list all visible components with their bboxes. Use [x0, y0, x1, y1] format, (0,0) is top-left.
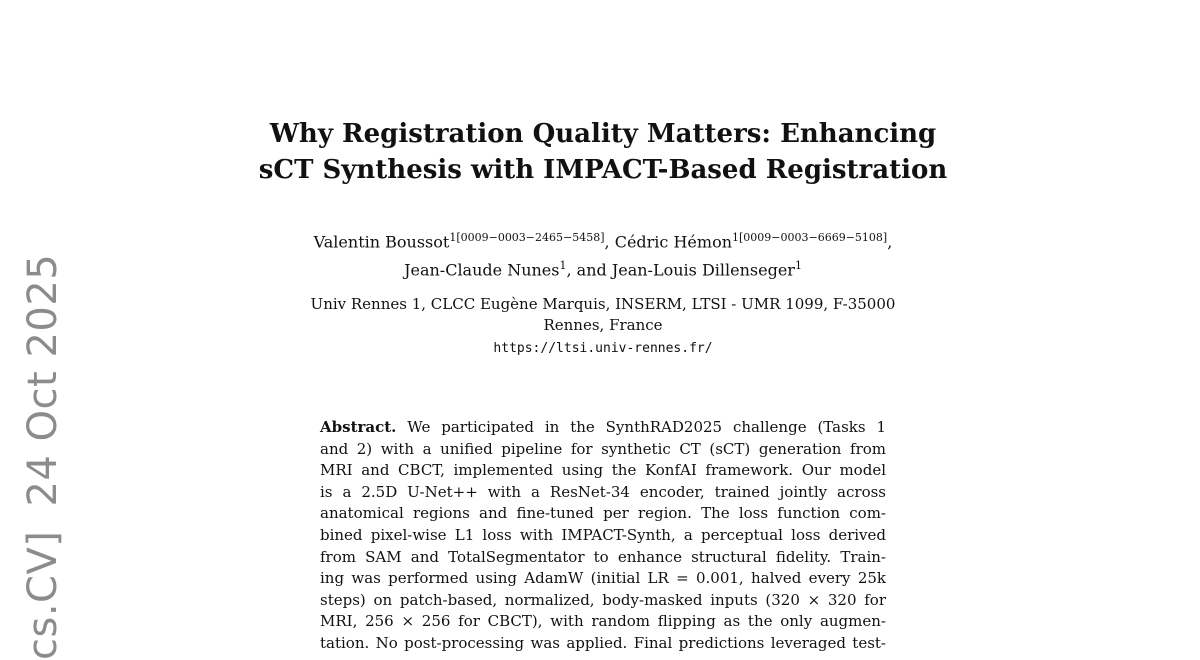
- abstract-line: is a 2.5D U-Net++ with a ResNet-34 encoder, trained jointly across: [320, 482, 886, 501]
- author-separator: , and: [566, 260, 612, 280]
- author-name: Valentin Boussot: [313, 232, 450, 252]
- author-separator: ,: [604, 232, 615, 252]
- author-affil-mark: 1: [449, 231, 457, 244]
- author-orcid: [0009−0003−6669−5108]: [739, 231, 888, 244]
- author-affil-mark: 1: [732, 231, 739, 244]
- author-affil-mark: 1: [794, 259, 802, 273]
- abstract-line: bined pixel-wise L1 loss with IMPACT-Synth, a perceptual loss derived: [320, 525, 886, 544]
- abstract-line: and 2) with a unified pipeline for synthetic CT (sCT) generation from: [320, 439, 886, 458]
- abstract-line: tation. No post-processing was applied. Final predictions leveraged test-: [320, 633, 886, 652]
- arxiv-category: cs.CV]: [20, 530, 66, 660]
- affiliation-line: Univ Rennes 1, CLCC Eugène Marquis, INSERM, LTSI - UMR 1099, F-35000: [310, 295, 896, 313]
- abstract-text: We participated in the SynthRAD2025 challenge (Tasks 1: [396, 418, 886, 436]
- author-affil-mark: 1: [559, 259, 567, 273]
- author-separator: ,: [887, 232, 893, 252]
- abstract-line: MRI, 256 × 256 for CBCT), with random flipping as the only augmen-: [320, 612, 886, 631]
- title-line: Why Registration Quality Matters: Enhancing: [269, 119, 937, 149]
- author-line: [200, 226, 1006, 254]
- author-name: Jean-Claude Nunes: [404, 260, 560, 280]
- affiliation-line: Rennes, France: [543, 316, 663, 334]
- title-line: sCT Synthesis with IMPACT-Based Registration: [258, 155, 948, 185]
- abstract-line: steps) on patch-based, normalized, body-masked inputs (320 × 320 for: [320, 590, 886, 609]
- author-orcid: [0009−0003−2465−5458]: [456, 231, 605, 244]
- author-line: [200, 254, 1006, 282]
- author-name: Jean-Louis Dillenseger: [611, 260, 795, 280]
- affiliation-url[interactable]: https://ltsi.univ-rennes.fr/: [493, 341, 713, 356]
- author-name: Cédric Hémon: [614, 232, 732, 252]
- arxiv-date: 24 Oct 2025: [20, 253, 66, 507]
- affiliation: [200, 294, 1006, 359]
- abstract-line: anatomical regions and fine-tuned per region. The loss function com-: [320, 504, 886, 523]
- abstract-label: Abstract.: [320, 418, 397, 436]
- arxiv-sidebar-stamp: [20, 254, 66, 660]
- author-list: [200, 226, 1006, 283]
- abstract: [320, 417, 886, 655]
- abstract-line: MRI and CBCT, implemented using the KonfAI framework. Our model: [320, 461, 886, 480]
- paper-title: [200, 116, 1006, 188]
- abstract-line: ing was performed using AdamW (initial LR = 0.001, halved every 25k: [320, 569, 886, 588]
- abstract-line: from SAM and TotalSegmentator to enhance structural fidelity. Train-: [320, 547, 886, 566]
- abstract-line: [320, 417, 886, 439]
